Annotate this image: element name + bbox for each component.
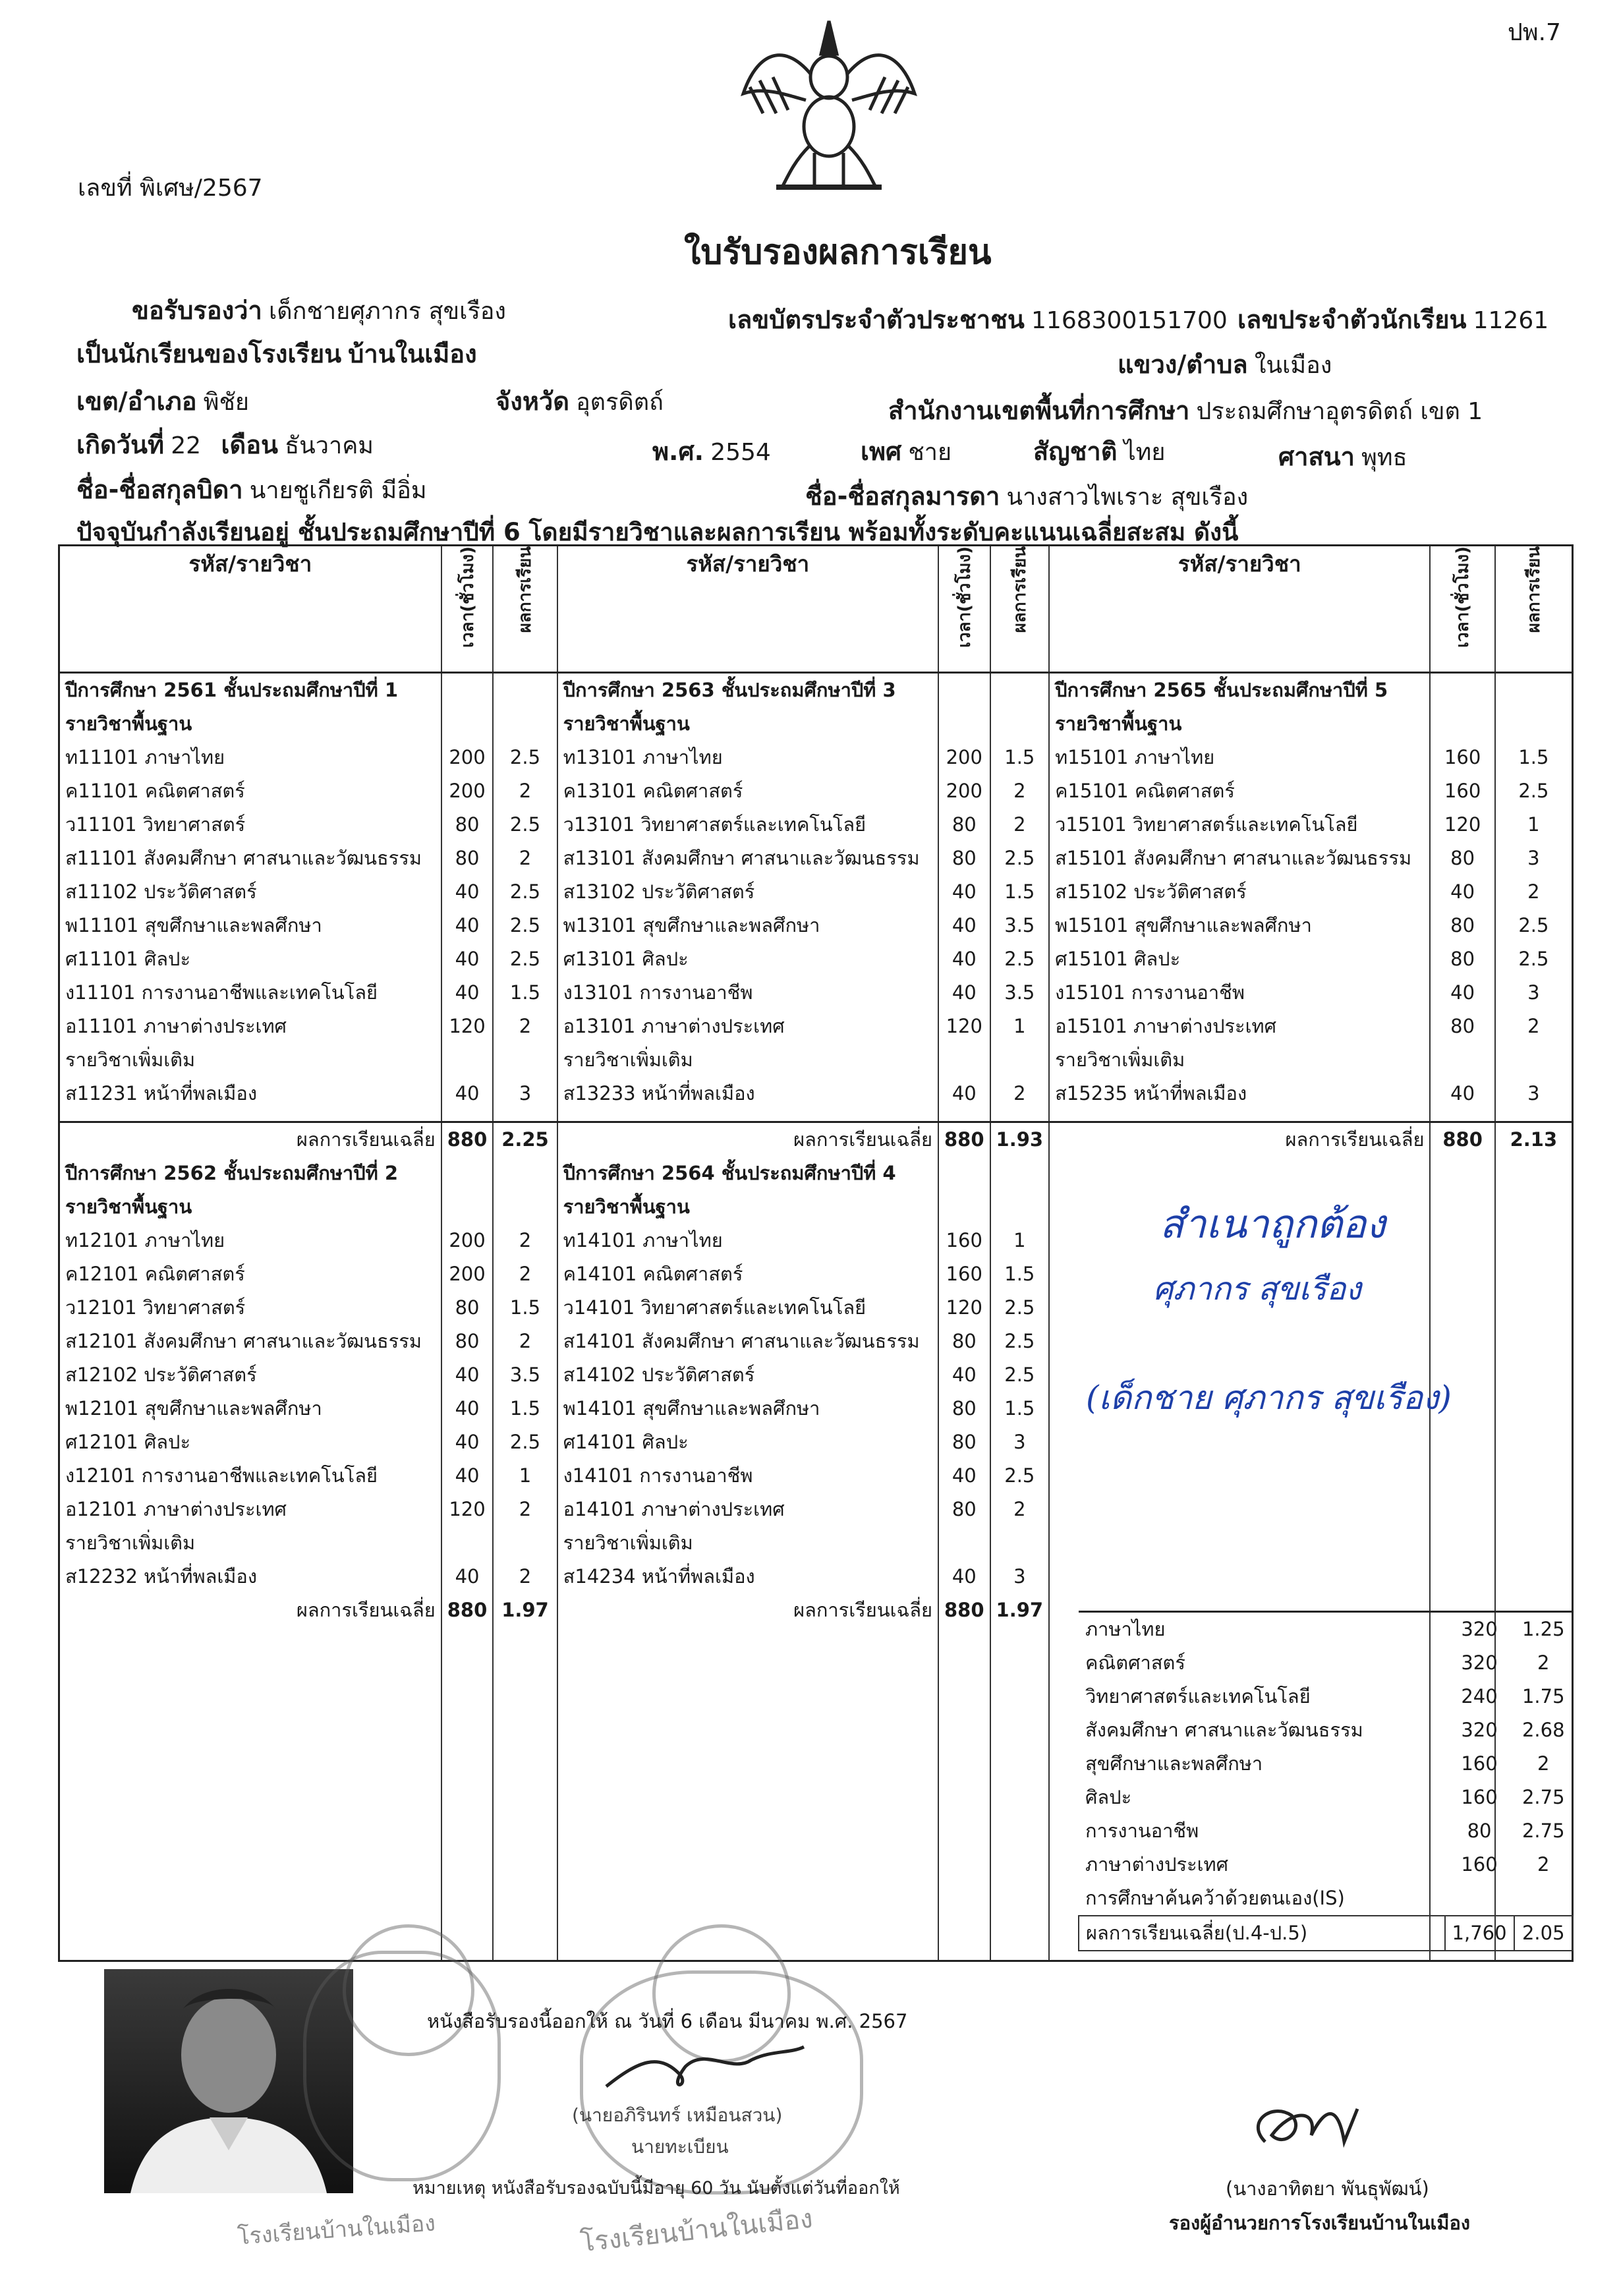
subject-cell: ท13101 ภาษาไทย (557, 741, 938, 774)
summary-row (1079, 1713, 1573, 1747)
grade-cell: 2.5 (493, 808, 557, 842)
summary-row (1079, 1680, 1573, 1713)
summary-row (1079, 1848, 1573, 1881)
hours-cell: 200 (441, 1257, 494, 1291)
table-row (59, 1325, 1573, 1358)
header-hours: เวลา(ชั่วโมง) (938, 546, 990, 673)
doc-number: เลขที่ พิเศษ/2567 (78, 175, 263, 202)
section-heading: รายวิชาเพิ่มเติม (557, 1043, 938, 1077)
gender: เพศ ชาย (861, 437, 952, 466)
subject-cell: ว12101 วิทยาศาสตร์ (59, 1291, 441, 1325)
summary-table (1078, 1611, 1574, 1951)
subject-cell: ส15235 หน้าที่พลเมือง (1049, 1077, 1430, 1110)
section-heading: ปีการศึกษา 2563 ชั้นประถมศึกษาปีที่ 3 (557, 673, 938, 708)
table-row (59, 1043, 1573, 1077)
grade-cell: 1 (1495, 808, 1573, 842)
summary-grade: 1.25 (1521, 1618, 1565, 1640)
issue-date: หนังสือรับรองนี้ออกให้ ณ วันที่ 6 เดือน มีนาคม พ.ศ. 2567 (427, 2010, 908, 2032)
grade-cell: 2 (493, 774, 557, 808)
summary-subject: วิทยาศาสตร์และเทคโนโลยี (1085, 1685, 1311, 1708)
subject-cell: ส15102 ประวัติศาสตร์ (1049, 875, 1430, 909)
summary-subject: สุขศึกษาและพลศึกษา (1085, 1752, 1263, 1775)
summary-hours: 160 (1461, 1752, 1498, 1775)
grade-cell: 1.5 (990, 1257, 1050, 1291)
grade-cell: 2 (990, 1077, 1050, 1110)
grade-cell: 3.5 (990, 976, 1050, 1010)
section-heading: รายวิชาพื้นฐาน (557, 707, 938, 741)
hours-cell: 120 (441, 1010, 494, 1043)
summary-total: 1,760 (1445, 1916, 1514, 1951)
grade-cell: 2 (1495, 875, 1573, 909)
mother: ชื่อ-ชื่อสกุลมารดา นางสาวไพเราะ สุขเรือง (805, 482, 1249, 511)
subject-cell: ค11101 คณิตศาสตร์ (59, 774, 441, 808)
hours-cell: 80 (441, 842, 494, 875)
grade-cell: 2.5 (990, 1358, 1050, 1392)
subject-cell: ว11101 วิทยาศาสตร์ (59, 808, 441, 842)
validity-note: หมายเหตุ หนังสือรับรองฉบับนี้มีอายุ 60 วัน นับตั้งแต่วันที่ออกให้ (412, 2178, 900, 2198)
summary-grade: 2.75 (1521, 1820, 1565, 1842)
hours-cell: 120 (1430, 808, 1494, 842)
average-label: ผลการเรียนเฉลี่ย (59, 1122, 441, 1157)
grade-cell: 3 (990, 1560, 1050, 1593)
hours-cell: 120 (938, 1291, 990, 1325)
hours-cell: 160 (938, 1257, 990, 1291)
section-heading: ปีการศึกษา 2565 ชั้นประถมศึกษาปีที่ 5 (1049, 673, 1430, 708)
subject-cell: ท11101 ภาษาไทย (59, 741, 441, 774)
summary-row (1079, 1612, 1573, 1647)
subject-cell: อ15101 ภาษาต่างประเทศ (1049, 1010, 1430, 1043)
page-title: ใบรับรองผลการเรียน (684, 233, 992, 272)
hours-cell: 80 (938, 1325, 990, 1358)
summary-row (1079, 1646, 1573, 1680)
hours-cell: 40 (938, 976, 990, 1010)
subject-cell: ท15101 ภาษาไทย (1049, 741, 1430, 774)
average-label: ผลการเรียนเฉลี่ย (557, 1122, 938, 1157)
summary-grade: 2 (1537, 1651, 1550, 1674)
hours-cell: 80 (1430, 842, 1494, 875)
summary-hours: 320 (1461, 1651, 1498, 1674)
grade-cell: 1 (990, 1010, 1050, 1043)
hours-cell: 80 (938, 1425, 990, 1459)
summary-hours: 240 (1461, 1685, 1498, 1708)
grade-cell: 3.5 (990, 909, 1050, 942)
stamp-text-2: โรงเรียนบ้านในเมือง (579, 2203, 814, 2258)
subject-cell: ง13101 การงานอาชีพ (557, 976, 938, 1010)
hours-cell: 80 (1430, 1010, 1494, 1043)
summary-subject: ภาษาต่างประเทศ (1085, 1853, 1229, 1876)
subject-cell: ส13101 สังคมศึกษา ศาสนาและวัฒนธรรม (557, 842, 938, 875)
hours-cell: 40 (441, 1425, 494, 1459)
table-row (59, 1493, 1573, 1526)
section-heading: รายวิชาพื้นฐาน (1049, 707, 1430, 741)
hours-cell: 40 (938, 1358, 990, 1392)
grade-cell: 2.5 (1495, 942, 1573, 976)
subject-cell: ศ13101 ศิลปะ (557, 942, 938, 976)
table-row (59, 1122, 1573, 1157)
hours-cell: 200 (938, 774, 990, 808)
subject-cell: ส12232 หน้าที่พลเมือง (59, 1560, 441, 1593)
handwritten-certified: สำเนาถูกต้อง (1160, 1201, 1386, 1248)
section-heading: ปีการศึกษา 2562 ชั้นประถมศึกษาปีที่ 2 (59, 1157, 441, 1190)
subject-cell: ส14234 หน้าที่พลเมือง (557, 1560, 938, 1593)
hours-cell: 80 (441, 808, 494, 842)
grade-cell: 2.5 (493, 909, 557, 942)
section-heading: รายวิชาพื้นฐาน (59, 1190, 441, 1224)
header-subject: รหัส/รายวิชา (59, 546, 441, 673)
hours-cell: 200 (441, 1224, 494, 1257)
summary-row (1079, 1781, 1573, 1814)
hours-cell: 200 (441, 741, 494, 774)
subject-cell: ท14101 ภาษาไทย (557, 1224, 938, 1257)
subject-cell: ง11101 การงานอาชีพและเทคโนโลยี (59, 976, 441, 1010)
summary-row (1079, 1881, 1573, 1916)
grade-cell: 2 (493, 1325, 557, 1358)
table-row (59, 1459, 1573, 1493)
summary-subject: การงานอาชีพ (1085, 1820, 1199, 1842)
subject-cell: พ14101 สุขศึกษาและพลศึกษา (557, 1392, 938, 1425)
current-study: ปัจจุบันกำลังเรียนอยู่ ชั้นประถมศึกษาปีที่ 6 โดยมีรายวิชาและผลการเรียน พร้อมทั้งระดับคะแนนเฉลี่ยสะสม ดังนี้ (76, 518, 1239, 546)
section-heading: รายวิชาพื้นฐาน (59, 707, 441, 741)
hours-cell: 40 (441, 1392, 494, 1425)
student-number: เลขประจำตัวนักเรียน 11261 (1237, 305, 1549, 334)
grade-cell: 3 (493, 1077, 557, 1110)
subject-cell: ว15101 วิทยาศาสตร์และเทคโนโลยี (1049, 808, 1430, 842)
table-row (59, 942, 1573, 976)
certify-line: ขอรับรองว่า เด็กชายศุภากร สุขเรือง (132, 296, 506, 325)
header-grade: ผลการเรียน (990, 546, 1050, 673)
grade-cell: 1.5 (990, 875, 1050, 909)
section-heading: ปีการศึกษา 2564 ชั้นประถมศึกษาปีที่ 4 (557, 1157, 938, 1190)
grade-cell: 2 (493, 1257, 557, 1291)
average-hours: 880 (441, 1122, 494, 1157)
hours-cell: 40 (441, 1358, 494, 1392)
grade-cell: 1 (990, 1224, 1050, 1257)
summary-grade: 1.75 (1521, 1685, 1565, 1708)
average-grade: 1.97 (990, 1593, 1050, 1627)
grade-cell: 2.5 (1495, 909, 1573, 942)
summary-subject: การศึกษาค้นคว้าด้วยตนเอง(IS) (1085, 1887, 1345, 1909)
subject-cell: พ13101 สุขศึกษาและพลศึกษา (557, 909, 938, 942)
hours-cell: 40 (938, 909, 990, 942)
grade-cell: 3 (1495, 842, 1573, 875)
subject-cell: ค14101 คณิตศาสตร์ (557, 1257, 938, 1291)
hours-cell: 40 (1430, 1077, 1494, 1110)
table-row (59, 741, 1573, 774)
deputy-title: รองผู้อำนวยการโรงเรียนบ้านในเมือง (1169, 2212, 1471, 2234)
hours-cell: 40 (938, 1077, 990, 1110)
hours-cell: 40 (441, 942, 494, 976)
average-grade: 2.25 (493, 1122, 557, 1157)
header-hours: เวลา(ชั่วโมง) (1430, 546, 1494, 673)
section-heading: รายวิชาเพิ่มเติม (1049, 1043, 1430, 1077)
grade-cell: 1.5 (990, 741, 1050, 774)
hours-cell: 80 (938, 1392, 990, 1425)
summary-subject: ภาษาไทย (1085, 1618, 1166, 1640)
average-hours: 880 (938, 1593, 990, 1627)
summary-grade: 2 (1537, 1752, 1550, 1775)
hours-cell: 160 (1430, 741, 1494, 774)
subject-cell: อ11101 ภาษาต่างประเทศ (59, 1010, 441, 1043)
handwritten-full-name: (เด็กชาย ศุภากร สุขเรือง) (1086, 1379, 1452, 1417)
table-row (59, 808, 1573, 842)
subject-cell: ว13101 วิทยาศาสตร์และเทคโนโลยี (557, 808, 938, 842)
average-grade: 1.97 (493, 1593, 557, 1627)
subject-cell: ส12101 สังคมศึกษา ศาสนาและวัฒนธรรม (59, 1325, 441, 1358)
section-heading: รายวิชาเพิ่มเติม (59, 1526, 441, 1560)
table-row (59, 1077, 1573, 1110)
education-office: สำนักงานเขตพื้นที่การศึกษา ประถมศึกษาอุตรดิตถ์ เขต 1 (888, 396, 1483, 425)
table-row (59, 673, 1573, 708)
grade-cell: 1.5 (493, 1392, 557, 1425)
hours-cell: 40 (441, 875, 494, 909)
summary-grade (1514, 1881, 1573, 1916)
grade-cell: 2.5 (493, 1425, 557, 1459)
registrar-title: นายทะเบียน (631, 2136, 729, 2158)
header-grade: ผลการเรียน (493, 546, 557, 673)
grade-cell: 2 (493, 1560, 557, 1593)
hours-cell: 40 (441, 1459, 494, 1493)
summary-hours: 320 (1461, 1618, 1498, 1640)
subject-cell: ศ14101 ศิลปะ (557, 1425, 938, 1459)
grade-cell: 2 (493, 1224, 557, 1257)
subject-cell: ส14102 ประวัติศาสตร์ (557, 1358, 938, 1392)
subject-cell: พ15101 สุขศึกษาและพลศึกษา (1049, 909, 1430, 942)
table-row (59, 1526, 1573, 1560)
subject-cell: ง15101 การงานอาชีพ (1049, 976, 1430, 1010)
summary-total: 2.05 (1514, 1916, 1573, 1951)
subject-cell: ง14101 การงานอาชีพ (557, 1459, 938, 1493)
religion: ศาสนา พุทธ (1278, 442, 1407, 471)
grade-cell: 2 (990, 808, 1050, 842)
grade-cell: 1.5 (1495, 741, 1573, 774)
subject-cell: อ12101 ภาษาต่างประเทศ (59, 1493, 441, 1526)
average-grade: 1.93 (990, 1122, 1050, 1157)
hours-cell: 160 (1430, 774, 1494, 808)
section-heading: รายวิชาเพิ่มเติม (557, 1526, 938, 1560)
deputy-signature-icon (1245, 2096, 1377, 2162)
birth-date: เกิดวันที่ 22 เดือน ธันวาคม (76, 430, 374, 459)
hours-cell: 120 (938, 1010, 990, 1043)
summary-hours (1445, 1881, 1514, 1916)
summary-subject: คณิตศาสตร์ (1085, 1651, 1185, 1674)
subject-cell: ค13101 คณิตศาสตร์ (557, 774, 938, 808)
average-hours: 880 (1430, 1122, 1494, 1157)
grade-cell: 2.5 (493, 942, 557, 976)
summary-subject: ศิลปะ (1085, 1786, 1132, 1808)
district: เขต/อำเภอ พิชัย (76, 387, 249, 416)
section-heading: รายวิชาพื้นฐาน (557, 1190, 938, 1224)
header-hours: เวลา(ชั่วโมง) (441, 546, 494, 673)
birth-year: พ.ศ. 2554 (652, 437, 771, 466)
grade-cell: 2.5 (1495, 774, 1573, 808)
average-label: ผลการเรียนเฉลี่ย (557, 1593, 938, 1627)
summary-total-row (1079, 1916, 1573, 1951)
handwritten-signature-name: ศุภากร สุขเรือง (1153, 1271, 1361, 1307)
hours-cell: 80 (938, 1493, 990, 1526)
hours-cell: 40 (1430, 875, 1494, 909)
hours-cell: 160 (938, 1224, 990, 1257)
form-code: ปพ.7 (1508, 19, 1561, 46)
hours-cell: 200 (441, 774, 494, 808)
father: ชื่อ-ชื่อสกุลบิดา นายชูเกียรติ มีอิ่ม (76, 475, 427, 504)
table-row (59, 842, 1573, 875)
hours-cell: 40 (1430, 976, 1494, 1010)
grade-cell: 2.5 (493, 741, 557, 774)
nationality: สัญชาติ ไทย (1033, 437, 1166, 466)
subject-cell: ศ15101 ศิลปะ (1049, 942, 1430, 976)
subject-cell: ค15101 คณิตศาสตร์ (1049, 774, 1430, 808)
school-line: เป็นนักเรียนของโรงเรียน บ้านในเมือง (76, 339, 477, 368)
subject-cell: ศ11101 ศิลปะ (59, 942, 441, 976)
summary-subject: สังคมศึกษา ศาสนาและวัฒนธรรม (1085, 1719, 1363, 1741)
hours-cell: 120 (441, 1493, 494, 1526)
grade-cell: 1 (493, 1459, 557, 1493)
average-grade: 2.13 (1495, 1122, 1573, 1157)
summary-row (1079, 1814, 1573, 1848)
grade-cell: 1.5 (990, 1392, 1050, 1425)
grade-cell: 2.5 (990, 1459, 1050, 1493)
hours-cell: 40 (441, 1560, 494, 1593)
section-divider (59, 1110, 1573, 1122)
subject-cell: ส13102 ประวัติศาสตร์ (557, 875, 938, 909)
header-subject: รหัส/รายวิชา (1049, 546, 1430, 673)
subject-cell: ส14101 สังคมศึกษา ศาสนาและวัฒนธรรม (557, 1325, 938, 1358)
subject-cell: ส11102 ประวัติศาสตร์ (59, 875, 441, 909)
grade-cell: 2.5 (990, 1325, 1050, 1358)
grade-cell: 3.5 (493, 1358, 557, 1392)
table-row (59, 707, 1573, 741)
section-heading: รายวิชาเพิ่มเติม (59, 1043, 441, 1077)
hours-cell: 40 (938, 1560, 990, 1593)
school-seal-icon (303, 1951, 501, 2181)
grade-cell: 1.5 (493, 1291, 557, 1325)
summary-hours: 80 (1467, 1820, 1492, 1842)
grade-cell: 2 (990, 1493, 1050, 1526)
subject-cell: อ13101 ภาษาต่างประเทศ (557, 1010, 938, 1043)
average-hours: 880 (938, 1122, 990, 1157)
hours-cell: 40 (441, 976, 494, 1010)
hours-cell: 40 (441, 909, 494, 942)
grade-cell: 3 (1495, 1077, 1573, 1110)
deputy-name: (นางอาทิตยา พันธุพัฒน์) (1226, 2177, 1429, 2200)
table-row (59, 875, 1573, 909)
hours-cell: 80 (1430, 909, 1494, 942)
subject-cell: พ11101 สุขศึกษาและพลศึกษา (59, 909, 441, 942)
subject-cell: พ12101 สุขศึกษาและพลศึกษา (59, 1392, 441, 1425)
grade-cell: 3 (1495, 976, 1573, 1010)
summary-grade: 2 (1537, 1853, 1550, 1876)
subject-cell: อ14101 ภาษาต่างประเทศ (557, 1493, 938, 1526)
grade-cell: 2 (990, 774, 1050, 808)
subject-cell: ค12101 คณิตศาสตร์ (59, 1257, 441, 1291)
table-row (59, 976, 1573, 1010)
grade-cell: 2.5 (990, 942, 1050, 976)
registrar-signature-icon (600, 2034, 810, 2106)
hours-cell: 80 (1430, 942, 1494, 976)
section-heading: ปีการศึกษา 2561 ชั้นประถมศึกษาปีที่ 1 (59, 673, 441, 708)
hours-cell: 200 (938, 741, 990, 774)
grade-cell: 3 (990, 1425, 1050, 1459)
stamp-text: โรงเรียนบ้านในเมือง (237, 2210, 437, 2251)
table-row (59, 1010, 1573, 1043)
summary-row (1079, 1747, 1573, 1781)
province: จังหวัด อุตรดิตถ์ (496, 387, 664, 416)
summary-hours: 160 (1461, 1786, 1498, 1808)
table-row (59, 909, 1573, 942)
grade-cell: 1.5 (493, 976, 557, 1010)
hours-cell: 80 (938, 808, 990, 842)
summary-hours: 160 (1461, 1853, 1498, 1876)
grade-cell: 2.5 (990, 842, 1050, 875)
header-subject: รหัส/รายวิชา (557, 546, 938, 673)
subject-cell: ว14101 วิทยาศาสตร์และเทคโนโลยี (557, 1291, 938, 1325)
subject-cell: ส11101 สังคมศึกษา ศาสนาและวัฒนธรรม (59, 842, 441, 875)
subdistrict: แขวง/ตำบล ในเมือง (1118, 350, 1332, 379)
subject-cell: ส11231 หน้าที่พลเมือง (59, 1077, 441, 1110)
table-row (59, 1560, 1573, 1593)
grade-cell: 2.5 (990, 1291, 1050, 1325)
table-row (59, 1157, 1573, 1190)
hours-cell: 40 (938, 942, 990, 976)
subject-cell: ส12102 ประวัติศาสตร์ (59, 1358, 441, 1392)
summary-grade: 2.75 (1521, 1786, 1565, 1808)
hours-cell: 40 (441, 1077, 494, 1110)
subject-cell: ส15101 สังคมศึกษา ศาสนาและวัฒนธรรม (1049, 842, 1430, 875)
table-row (59, 1425, 1573, 1459)
header-grade: ผลการเรียน (1495, 546, 1573, 673)
average-label: ผลการเรียนเฉลี่ย (1049, 1122, 1430, 1157)
average-hours: 880 (441, 1593, 494, 1627)
subject-cell: ส13233 หน้าที่พลเมือง (557, 1077, 938, 1110)
hours-cell: 80 (938, 842, 990, 875)
registrar-name: (นายอภิรินทร์ เหมือนสวน) (572, 2104, 783, 2126)
garuda-emblem-icon (737, 14, 921, 192)
average-label: ผลการเรียนเฉลี่ย (59, 1593, 441, 1627)
id-card: เลขบัตรประจำตัวประชาชน 1168300151700 (728, 305, 1228, 334)
grade-cell: 2 (493, 1493, 557, 1526)
table-row (59, 774, 1573, 808)
hours-cell: 80 (441, 1291, 494, 1325)
hours-cell: 40 (938, 1459, 990, 1493)
subject-cell: ท12101 ภาษาไทย (59, 1224, 441, 1257)
hours-cell: 40 (938, 875, 990, 909)
grade-cell: 2.5 (493, 875, 557, 909)
summary-grade: 2.68 (1521, 1719, 1565, 1741)
summary-hours: 320 (1461, 1719, 1498, 1741)
grade-cell: 2 (493, 1010, 557, 1043)
hours-cell: 80 (441, 1325, 494, 1358)
subject-cell: ศ12101 ศิลปะ (59, 1425, 441, 1459)
subject-cell: ง12101 การงานอาชีพและเทคโนโลยี (59, 1459, 441, 1493)
grade-cell: 2 (1495, 1010, 1573, 1043)
summary-total: ผลการเรียนเฉลี่ย(ป.4-ป.5) (1079, 1916, 1445, 1951)
grade-cell: 2 (493, 842, 557, 875)
